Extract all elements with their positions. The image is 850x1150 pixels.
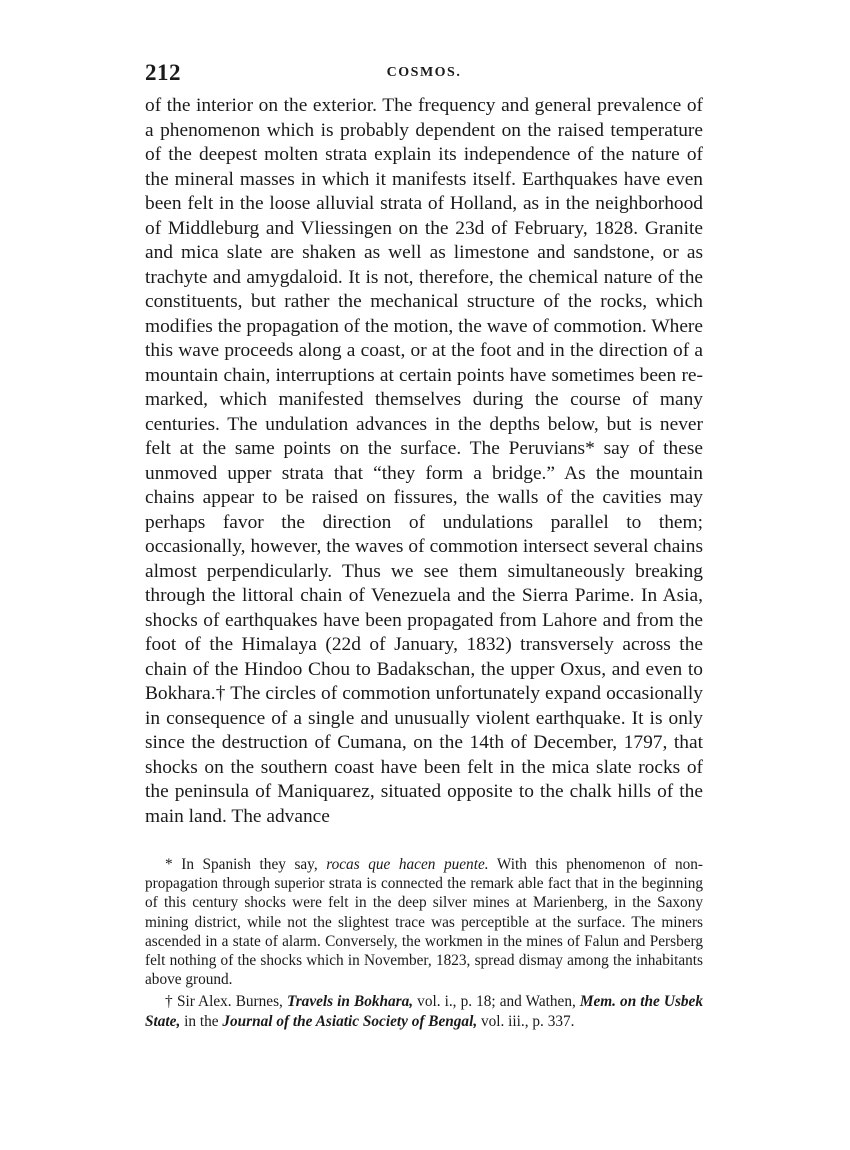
footnote-text: Sir Alex. Burnes, bbox=[172, 993, 287, 1011]
footnote-text: in the bbox=[180, 1012, 223, 1030]
footnote-italic-text: rocas que hacen puente. bbox=[326, 856, 489, 873]
footnote-marker: † bbox=[165, 993, 173, 1011]
footnote-italic-text: Journal of the Asiatic Society of Bengal, bbox=[222, 1012, 478, 1030]
body-paragraph: of the interior on the exterior. The frequency and general prevalence of a phenomenon which is probably dependent on the raised temperature of the deepest molten strata explain its independence of the nature of the mineral masses in which it manifests itself. Earthquakes have even been felt in the loose alluvial strata of Holland, as in the neighborhood of Middleburg and Vliessingen on the 23d of February, 1828. Granite and mica slate are shaken as well as limestone and sandstone, or as trachyte and amygdaloid. It is not, therefore, the chemical nature of the constituents, but rather the mechanical structure of the rocks, which modifies the propagation of the motion, the wave of commotion. Where this wave proceeds along a coast, or at the foot and in the direction of a mountain chain, interruptions at certain points have sometimes been remarked, which manifested themselves during the course of many centuries. The undulation advances in the depths below, but is never felt at the same points on the surface. The Peruvians* say of these unmoved upper strata that “they form a bridge.” As the mountain chains appear to be raised on fissures, the walls of the cavities may perhaps favor the direction of undulations parallel to them; occasionally, however, the waves of commotion intersect several chains almost perpendicularly. Thus we see them simultaneously breaking through the littoral chain of Venezuela and the Sierra Parime. In Asia, shocks of earthquakes have been propagated from Lahore and from the foot of the Himalaya (22d of January, 1832) transversely across the chain of the Hindoo Chou to Badakschan, the upper Oxus, and even to Bokhara.† The circles of commotion unfortunately expand occasionally in consequence of a single and unusually violent earthquake. It is only since the destruction of Cumana, on the 14th of December, 1797, that shocks on the southern coast have been felt in the mica slate rocks of the peninsula of Maniquarez, situated opposite to the chalk hills of the main land. The advance bbox=[145, 95, 703, 827]
footnote-text: In Spanish they say, bbox=[172, 856, 327, 873]
footnote-text: vol. i., p. 18; and Wathen, bbox=[413, 993, 580, 1011]
footnote-text: vol. iii., p. 337. bbox=[477, 1012, 575, 1030]
running-title: COSMOS. bbox=[386, 65, 462, 80]
footnote-italic-text: Mem. on the Usbek State, bbox=[145, 993, 703, 1030]
footnotes bbox=[145, 855, 703, 1031]
footnote-italic-text: Travels in Bokhara, bbox=[286, 993, 414, 1011]
footnote-marker: * bbox=[165, 856, 173, 873]
body-text bbox=[145, 94, 703, 829]
footnote-text: With this phenomenon of non-propagation through superior strata is connected the remark able fact that in the beginning of this century shocks were felt in the deep silver mines at Marienberg, in the Saxony mining district, while not the slightest trace was perceptible at the surface. The miners ascended in a state of alarm. Conversely, the workmen in the mines of Falun and Persberg felt nothing of the shocks which in November, 1823, spread dismay among the inhabitants above ground. bbox=[145, 856, 704, 989]
footnote-dagger bbox=[145, 992, 703, 1030]
page-number: 212 bbox=[145, 60, 181, 85]
running-head bbox=[145, 60, 703, 90]
footnote-asterisk bbox=[145, 855, 703, 989]
book-page bbox=[145, 60, 703, 1031]
